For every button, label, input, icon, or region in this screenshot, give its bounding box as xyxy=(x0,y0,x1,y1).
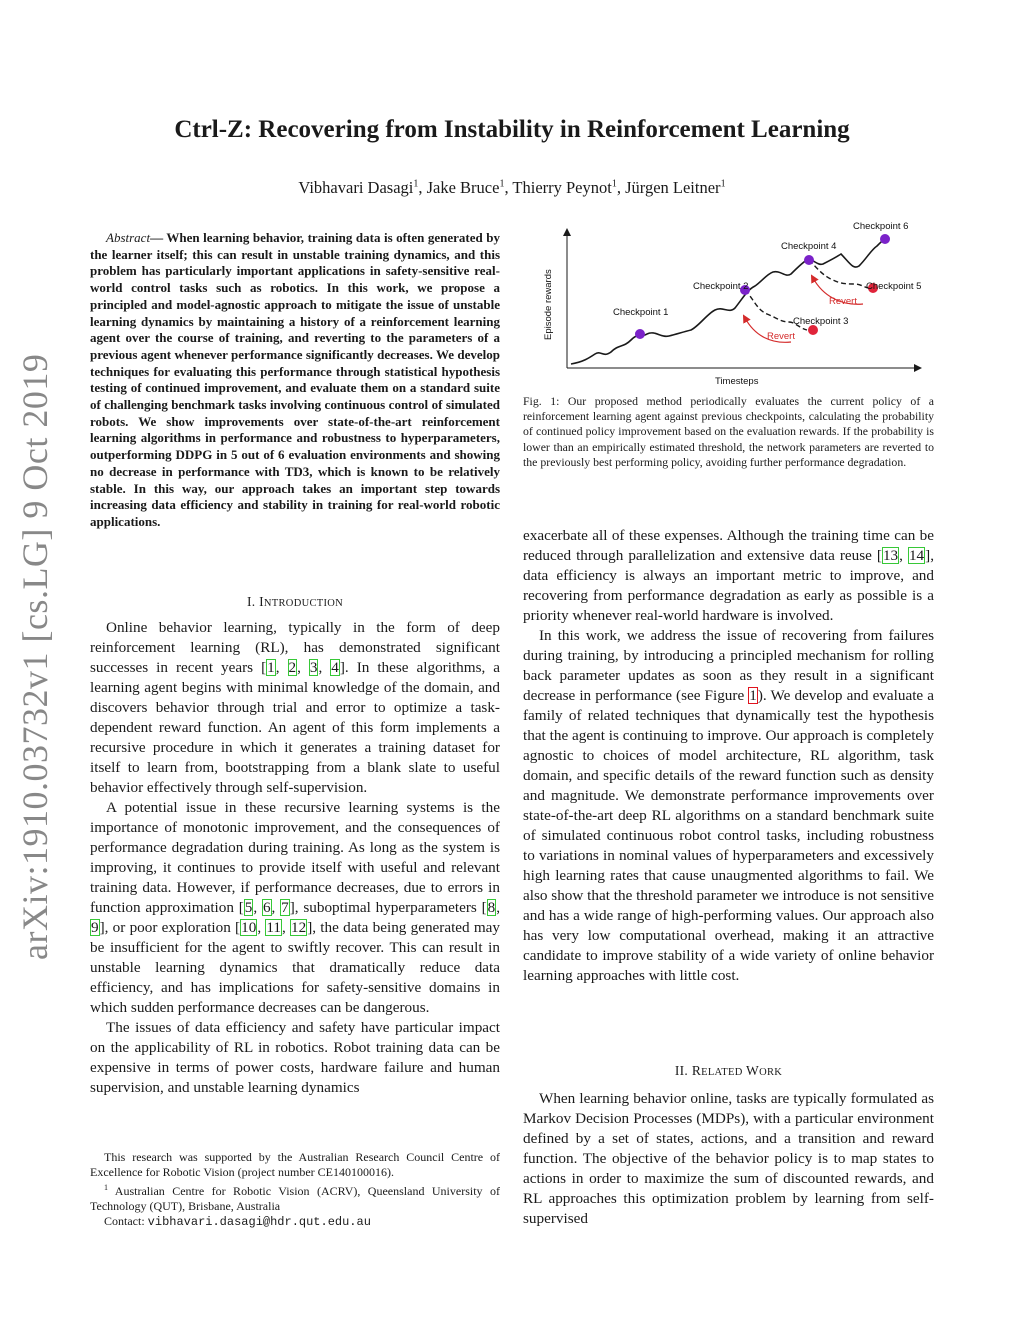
abstract-label: Abstract xyxy=(106,230,151,245)
author-list xyxy=(90,178,934,198)
checkpoint-1-label: Checkpoint 1 xyxy=(613,307,669,318)
section-title-smallcaps: ORK xyxy=(759,1067,783,1078)
author-affil-mark: 1 xyxy=(611,178,617,190)
citation-link[interactable]: 13 xyxy=(882,547,899,564)
section-title-smallcaps: NTRODUCTION xyxy=(263,598,344,609)
text-run: In this work, we address the issue of recovering from failures during training, by introducing a principled mechanism for rolling back parameter updates as soon as they result in a significant decrease in performance (see Figure xyxy=(523,627,934,704)
citation-link[interactable]: 11 xyxy=(266,919,281,936)
author-separator: , xyxy=(504,178,513,197)
section-title-initial: I xyxy=(259,594,264,609)
contact-email-link[interactable]: vibhavari.dasagi@hdr.qut.edu.au xyxy=(147,1215,371,1229)
x-axis-label: Timesteps xyxy=(715,376,759,387)
citation-link[interactable]: 7 xyxy=(281,899,289,916)
citation-link[interactable]: 1 xyxy=(267,659,275,676)
citation-link[interactable]: 4 xyxy=(331,659,339,676)
checkpoint-6-label: Checkpoint 6 xyxy=(853,221,909,232)
text-run: exacerbate all of these expenses. Although the training time can be reduced through parallelization and extensive data reuse [ xyxy=(523,527,934,564)
related-paragraph-1: When learning behavior online, tasks are typically formulated as Markov Decision Processes (MDPs), with a particular environment defined by a set of states, actions, and a transition and reward function. The objective of the behavior policy is to map states to actions in order to maximize the sum of discounted rewards, and RL approaches this optimization problem by learning from self-supervised xyxy=(523,1090,934,1227)
revert-label-2: Revert xyxy=(829,296,857,307)
section-heading-related-work xyxy=(523,1063,934,1079)
intro-paragraph-2: A potential issue in these recursive learning systems is the importance of monotonic improvement, and the consequences of performance degradation during training. As long as the system is improving, it continues to provide itself with useful and relevant training data. However, if performance decreases, due to errors in function approximation [5, 6, 7], suboptimal hyperparameters [8, 9], or poor exploration [10, 11, 12], the data being generated may be insufficient for the agent to swiftly recover. This can result in unstable learning dynamics that dramatically reduce data efficiency, and has implications for safety-sensitive domains in which sudden performance decreases can be dangerous. xyxy=(90,799,501,1016)
figure-reference-link[interactable]: 1 xyxy=(749,687,757,704)
y-axis-label: Episode rewards xyxy=(543,269,554,340)
checkpoint-4-label: Checkpoint 4 xyxy=(781,241,837,252)
section-heading-introduction xyxy=(90,594,500,610)
citation-link[interactable]: 2 xyxy=(288,659,297,676)
right-column-body xyxy=(523,526,934,986)
checkpoint-1-marker xyxy=(635,329,645,339)
citation-link[interactable]: 6 xyxy=(262,899,271,916)
text-run: ], or poor exploration [ xyxy=(99,919,241,936)
text-run: Online behavior learning, typically in the form of deep reinforcement learning (RL), has demonstrated significant successes in recent years [ xyxy=(90,619,500,676)
text-run: ], data efficiency is always an important metric to improve, and recovering from performance degradation as early as possible is a priority whenever real-world hardware is involved. xyxy=(523,547,934,624)
paper-title: Ctrl-Z: Recovering from Instability in Reinforcement Learning xyxy=(174,116,850,143)
citation-link[interactable]: 14 xyxy=(908,547,925,564)
author-affil-mark: 1 xyxy=(720,178,726,190)
affil-mark: 1 xyxy=(104,1183,108,1192)
funding-note: This research was supported by the Australian Research Council Centre of Excellence for Robotic Vision (project number CE140100016). xyxy=(90,1150,500,1179)
related-work-body xyxy=(523,1089,934,1229)
contact-note xyxy=(90,1214,500,1230)
abstract xyxy=(90,230,500,531)
intro-paragraph-3: The issues of data efficiency and safety have particular impact on the applicability of RL in robotics. Robot training data can be expensive in terms of power costs, hardware failure and human supervision, and unstable learning dynamics xyxy=(90,1019,500,1096)
footnote xyxy=(90,1150,500,1230)
figure-1 xyxy=(523,218,934,388)
author-separator: , xyxy=(418,178,427,197)
citation-link[interactable]: 8 xyxy=(487,899,496,916)
right-paragraph-2 xyxy=(523,626,934,986)
author-name: Vibhavari Dasagi xyxy=(298,178,414,197)
section-number: II. xyxy=(674,1063,689,1078)
introduction-body xyxy=(90,618,500,1098)
section-title-initial: W xyxy=(746,1063,760,1078)
citation-link[interactable]: 3 xyxy=(309,659,318,676)
arxiv-side-identifier: arXiv:1910.03732v1 [cs.LG] 9 Oct 2019 xyxy=(15,353,55,960)
citation-link[interactable]: 5 xyxy=(244,899,253,916)
figure-1-diagram xyxy=(523,218,934,388)
contact-label: Contact: xyxy=(104,1214,148,1228)
abstract-text: When learning behavior, training data is often generated by the learner itself; this can result in unstable training dynamics, and this problem has particularly important applications in safety-sensitive real-world control tasks such as robotics. In this work, we propose a principled and model-agnostic approach to mitigate the issue of unstable learning dynamics by maintaining a history of a reinforcement learning agent over the course of training, and reverting to the parameters of a previous agent whenever performance significantly decreases. We develop techniques for evaluating this performance through statistical hypothesis testing of continued improvement, and evaluate them on a standard suite of challenging benchmark tasks involving continuous control of simulated robots. We show improvements over state-of-the-art reinforcement learning algorithms in performance and robustness to hyperparameters, outperforming DDPG in 5 out of 6 evaluation environments and showing no decrease in performance with TD3, which is known to be relatively stable. In this way, our approach takes an important step towards increasing data efficiency and stability in training for real-world robotic applications. xyxy=(90,230,500,529)
abstract-dash: — xyxy=(150,230,164,245)
text-run: ], the data being generated may be insufficient for the agent to swiftly recover. This can result in unstable learning dynamics that dramatically reduce data efficiency, and has implications for safety-sensitive domains in which sudden performance decreases can be dangerous. xyxy=(90,919,501,1016)
right-paragraph-1: exacerbate all of these expenses. Although the training time can be reduced through parallelization and extensive data reuse [13, 14], data efficiency is always an important metric to improve, and recovering from performance degradation as early as possible is a priority whenever real-world hardware is involved. xyxy=(523,527,934,624)
citation-link[interactable]: 10 xyxy=(241,919,257,936)
text-run: ], suboptimal hyperparameters [ xyxy=(289,899,487,916)
citation-link[interactable]: 9 xyxy=(91,919,99,936)
checkpoint-6-marker xyxy=(880,234,890,244)
author-name: Thierry Peynot xyxy=(512,178,612,197)
checkpoint-2-label: Checkpoint 2 xyxy=(693,281,749,292)
citation-link[interactable]: 12 xyxy=(291,919,307,936)
author-name: Jake Bruce xyxy=(426,178,500,197)
author-affil-mark: 1 xyxy=(499,178,505,190)
section-title-initial: R xyxy=(691,1063,702,1078)
text-run: ]. In these algorithms, a learning agent begins with minimal knowledge of the domain, and discovers behavior through trial and error to optimize a task-dependent reward function. An agent of this form implements a recursive procedure in which it generates a training dataset for itself to learn from, bootstrapping from a blank slate to useful behavior effectively through self-supervision. xyxy=(90,659,500,796)
text-run: ). We develop and evaluate a family of related techniques that dynamically test the hypothesis that the agent is continuing to improve. Our approach is completely agnostic to choices of model architecture, RL algorithm, task domain, and specific details of the reward function such as density and magnitude. We demonstrate performance improvements over state-of-the-art deep RL algorithms on a standard benchmark suite of simulated continuous robot control tasks, including robustness to variations in nominal values of hyperparameters and excessively high learning rates that cause unaugmented algorithms to fail. We also show that the threshold parameter we introduce is not sensitive and has a wide range of high-performing values. Our approach also has very low computational overhead, making it an attractive candidate to improve stability of a wide variety of online behavior learning approaches with little cost. xyxy=(523,687,934,984)
checkpoint-4-marker xyxy=(804,255,814,265)
affiliation-note xyxy=(90,1180,500,1214)
author-separator: , xyxy=(616,178,626,197)
text-run: A potential issue in these recursive learning systems is the importance of monotonic improvement, and the consequences of performance degradation during training. As long as the system is improving, it continues to provide itself with useful and relevant training data. However, if performance decreases, due to errors in function approximation [ xyxy=(90,799,500,916)
section-title-smallcaps: ELATED xyxy=(701,1067,743,1078)
section-number: I. xyxy=(246,594,256,609)
checkpoint-3-label: Checkpoint 3 xyxy=(793,316,849,327)
checkpoint-5-label: Checkpoint 5 xyxy=(866,281,922,292)
affiliation-text: Australian Centre for Robotic Vision (ACRV), Queensland University of Technology (QUT), Brisbane, Australia xyxy=(90,1184,500,1213)
revert-label-1: Revert xyxy=(767,331,795,342)
intro-paragraph-1: Online behavior learning, typically in the form of deep reinforcement learning (RL), has demonstrated significant successes in recent years [1, 2, 3, 4]. In these algorithms, a learning agent begins with minimal knowledge of the domain, and discovers behavior through trial and error to optimize a task-dependent reward function. An agent of this form implements a recursive procedure in which it generates a training dataset for itself to learn from, bootstrapping from a blank slate to useful behavior effectively through self-supervision. xyxy=(90,619,500,796)
author-name: Jürgen Leitner xyxy=(625,178,721,197)
figure-1-caption: Fig. 1: Our proposed method periodically evaluates the current policy of a reinforcement learning agent against previous checkpoints, calculating the probability of continued policy improvement based on the evaluation rewards. If the probability is lower than an empirically estimated threshold, the network parameters are reverted to the previously best performing policy, avoiding further performance degradation. xyxy=(523,394,934,469)
author-affil-mark: 1 xyxy=(413,178,419,190)
